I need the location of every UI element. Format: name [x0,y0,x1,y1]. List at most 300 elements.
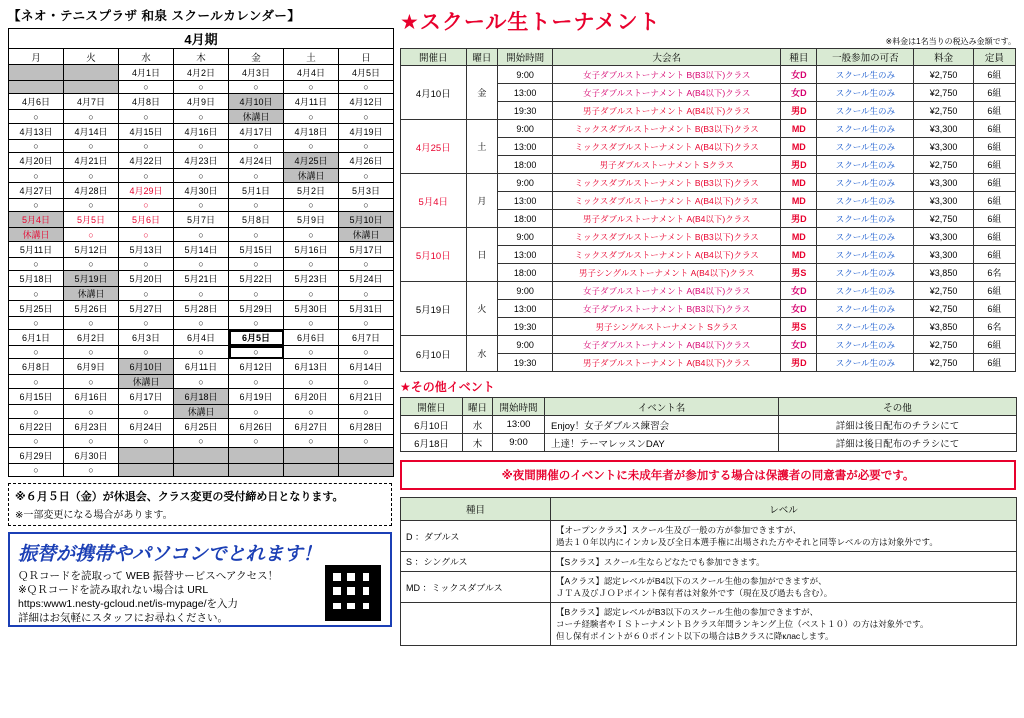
calendar-date-cell[interactable]: 6月7日 [339,330,394,346]
calendar-date-cell[interactable]: 5月18日 [9,271,64,287]
calendar-status-cell: ○ [339,199,394,212]
event-capacity: 6組 [973,354,1015,372]
calendar-date-cell[interactable]: 4月17日 [229,124,284,140]
calendar-date-cell[interactable]: 5月13日 [119,242,174,258]
calendar-date-cell[interactable]: 6月20日 [284,389,339,405]
event-capacity: 6組 [973,246,1015,264]
calendar-date-cell[interactable]: 5月26日 [64,301,119,317]
calendar-status-cell: ○ [339,317,394,330]
calendar-date-cell[interactable]: 4月26日 [339,153,394,169]
event-price: ¥3,850 [914,318,973,336]
event-open-to[interactable]: スクール生のみ [817,84,914,102]
table-row [401,603,1017,646]
calendar-date-cell[interactable]: 6月19日 [229,389,284,405]
calendar-date-cell[interactable]: 5月19日 [64,271,119,287]
calendar-status-cell: ○ [9,405,64,419]
calendar-date-cell[interactable]: 6月22日 [9,419,64,435]
event-time: 18:00 [498,156,553,174]
event-open-to[interactable]: スクール生のみ [817,138,914,156]
calendar-date-cell[interactable]: 4月2日 [174,65,229,81]
calendar-status-cell: ○ [284,435,339,448]
event-time: 18:00 [498,264,553,282]
calendar-date-cell[interactable]: 6月2日 [64,330,119,346]
event-open-to[interactable]: スクール生のみ [817,282,914,300]
level-desc: 【Bクラス】認定レベルがB3以下のスクール生他の参加できますが、 コーチ経験者やＩＳトーナメントＢクラス年間ランキング上位（ベスト１０）の方は対象外です。 但し保有ポイントが６０ポイント以下の場合はBクラスに降класします。 [551,603,1017,646]
calendar-status-cell: ○ [284,228,339,242]
table-row [401,552,1017,572]
calendar-date-cell[interactable]: 6月9日 [64,359,119,375]
calendar-date-cell[interactable]: 6月12日 [229,359,284,375]
calendar-date-cell[interactable]: 4月27日 [9,183,64,199]
calendar-status-cell: ○ [339,81,394,94]
calendar-date-cell[interactable]: 5月20日 [119,271,174,287]
calendar-date-cell[interactable]: 5月15日 [229,242,284,258]
event-capacity: 6組 [973,192,1015,210]
table-row[interactable] [401,120,1016,138]
event-time: 13:00 [498,84,553,102]
calendar-status-cell: ○ [119,317,174,330]
qr-box-title: 振替が携帯やパソコンでとれます！ [18,544,322,565]
event-date: 4月10日 [401,66,467,120]
tournament-col-7: 定員 [973,49,1015,66]
event-price: ¥2,750 [914,282,973,300]
calendar-date-cell[interactable]: 4月7日 [64,94,119,110]
tournament-col-6: 料金 [914,49,973,66]
tournament-col-0: 開催日 [401,49,467,66]
calendar-status-cell: ○ [64,375,119,389]
other-col-0: 開催日 [401,398,463,416]
calendar-status-cell: ○ [174,346,229,359]
calendar-date-cell[interactable]: 6月17日 [119,389,174,405]
calendar-status-cell: ○ [119,287,174,301]
calendar-status-cell: ○ [229,228,284,242]
calendar-status-cell: ○ [64,169,119,183]
event-price: ¥3,300 [914,228,973,246]
event-open-to[interactable]: スクール生のみ [817,336,914,354]
calendar-date-cell[interactable]: 4月9日 [174,94,229,110]
calendar-status-cell: ○ [9,199,64,212]
event-kind: 男S [781,318,817,336]
other-events-table [400,397,1017,452]
calendar-status-cell: ○ [174,375,229,389]
table-row[interactable] [401,66,1016,84]
calendar-status-cell: ○ [284,199,339,212]
event-open-to[interactable]: スクール生のみ [817,264,914,282]
calendar-date-cell[interactable]: 5月9日 [284,212,339,228]
calendar-status-cell: ○ [174,317,229,330]
event-kind: 女D [781,336,817,354]
event-name: 男子ダブルストーナメント Sクラス [553,156,781,174]
event-name: 女子ダブルストーナメント A(B4以下)クラス [553,336,781,354]
calendar-date-cell[interactable]: 4月30日 [174,183,229,199]
level-kind [401,603,551,646]
event-time: 13:00 [498,300,553,318]
other-date: 6月18日 [401,434,463,452]
calendar-date-cell[interactable]: 5月3日 [339,183,394,199]
calendar-status-cell: ○ [284,346,339,359]
calendar-date-cell[interactable]: 5月2日 [284,183,339,199]
table-row[interactable] [401,416,1017,434]
table-row[interactable] [401,434,1017,452]
calendar-date-cell[interactable]: 6月21日 [339,389,394,405]
calendar-date-cell[interactable]: 4月14日 [64,124,119,140]
calendar-status-cell: ○ [64,464,119,477]
calendar-status-cell: ○ [119,81,174,94]
calendar-status-cell [339,464,394,477]
calendar-date-cell[interactable]: 4月18日 [284,124,339,140]
calendar-status-cell: ○ [9,169,64,183]
calendar-date-cell[interactable]: 4月10日 [229,94,284,110]
event-open-to[interactable]: スクール生のみ [817,354,914,372]
calendar-date-cell[interactable]: 5月25日 [9,301,64,317]
calendar-date-cell[interactable] [9,65,64,81]
event-open-to[interactable]: スクール生のみ [817,120,914,138]
event-open-to[interactable]: スクール生のみ [817,156,914,174]
calendar-date-cell[interactable]: 6月16日 [64,389,119,405]
event-time: 13:00 [498,246,553,264]
event-time: 19:30 [498,354,553,372]
calendar-weekday-4: 金 [229,49,284,65]
calendar-status-cell: ○ [174,228,229,242]
calendar-date-cell[interactable]: 5月21日 [174,271,229,287]
tournament-col-2: 開始時間 [498,49,553,66]
other-col-4: その他 [779,398,1017,416]
event-time: 13:00 [498,192,553,210]
event-capacity: 6組 [973,300,1015,318]
calendar-date-cell[interactable]: 4月8日 [119,94,174,110]
calendar-date-cell[interactable]: 6月27日 [284,419,339,435]
minor-consent-warning: ※夜間開催のイベントに未成年者が参加する場合は保護者の同意書が必要です。 [400,460,1016,490]
calendar-date-cell[interactable]: 5月7日 [174,212,229,228]
calendar-date-cell[interactable]: 5月29日 [229,301,284,317]
calendar-date-cell[interactable]: 5月6日 [119,212,174,228]
calendar-status-cell: ○ [284,81,339,94]
calendar-date-cell[interactable] [119,448,174,464]
calendar-date-cell[interactable]: 5月8日 [229,212,284,228]
other-name: 上達！テーマレッスンDAY [545,434,779,452]
calendar-date-cell[interactable]: 5月12日 [64,242,119,258]
calendar-status-cell: ○ [229,405,284,419]
event-dow: 水 [466,336,498,372]
event-name: ミックスダブルストーナメント B(B3以下)クラス [553,228,781,246]
calendar-date-cell[interactable]: 5月27日 [119,301,174,317]
calendar-status-cell: ○ [119,405,174,419]
calendar-status-cell: 休講日 [119,375,174,389]
event-open-to[interactable]: スクール生のみ [817,174,914,192]
other-note: 詳細は後日配布のチラシにて [779,434,1017,452]
other-time: 13:00 [493,416,545,434]
event-kind: 男D [781,156,817,174]
calendar-status-cell: ○ [174,110,229,124]
calendar-date-cell[interactable]: 5月22日 [229,271,284,287]
calendar-date-cell[interactable] [64,65,119,81]
calendar-weekday-0: 月 [9,49,64,65]
calendar-date-cell[interactable]: 4月28日 [64,183,119,199]
event-capacity: 6組 [973,156,1015,174]
calendar-status-cell: ○ [284,405,339,419]
calendar-date-cell[interactable]: 5月16日 [284,242,339,258]
other-col-3: イベント名 [545,398,779,416]
event-name: ミックスダブルストーナメント B(B3以下)クラス [553,174,781,192]
event-price: ¥2,750 [914,102,973,120]
calendar-date-cell[interactable]: 6月28日 [339,419,394,435]
event-name: 女子ダブルストーナメント A(B4以下)クラス [553,84,781,102]
level-col-0: 種目 [401,498,551,521]
event-kind: 男D [781,102,817,120]
calendar-status-cell: ○ [339,346,394,359]
calendar-status-cell: ○ [9,140,64,153]
event-capacity: 6名 [973,318,1015,336]
calendar-status-cell: ○ [9,375,64,389]
calendar-date-cell[interactable]: 4月3日 [229,65,284,81]
calendar-status-cell [64,81,119,94]
event-name: ミックスダブルストーナメント A(B4以下)クラス [553,138,781,156]
calendar-date-cell[interactable]: 5月24日 [339,271,394,287]
level-kind: S ：シングルス [401,552,551,572]
event-kind: MD [781,120,817,138]
calendar-date-cell[interactable]: 5月14日 [174,242,229,258]
table-row[interactable] [401,282,1016,300]
event-price: ¥3,300 [914,138,973,156]
calendar-status-cell: ○ [284,317,339,330]
calendar-status-cell: ○ [339,110,394,124]
calendar-status-cell: ○ [64,258,119,271]
calendar-status-cell: ○ [64,199,119,212]
calendar-date-cell[interactable]: 4月11日 [284,94,339,110]
calendar-status-cell: ○ [119,140,174,153]
event-kind: 女D [781,300,817,318]
calendar-date-cell[interactable]: 4月20日 [9,153,64,169]
calendar-status-cell: ○ [64,435,119,448]
calendar-date-cell[interactable]: 6月3日 [119,330,174,346]
calendar-status-cell: ○ [229,169,284,183]
calendar-status-cell: ○ [229,287,284,301]
calendar-date-cell[interactable]: 5月17日 [339,242,394,258]
calendar-date-cell[interactable]: 5月10日 [339,212,394,228]
calendar-date-cell[interactable]: 5月5日 [64,212,119,228]
event-time: 9:00 [498,174,553,192]
calendar-status-cell: ○ [9,110,64,124]
calendar-date-cell[interactable]: 6月8日 [9,359,64,375]
table-row[interactable] [401,336,1016,354]
calendar-weekday-1: 火 [64,49,119,65]
tournament-col-5: 一般参加の可否 [817,49,914,66]
calendar-status-cell: ○ [339,435,394,448]
table-row [401,521,1017,552]
calendar-date-cell[interactable]: 5月23日 [284,271,339,287]
calendar-date-cell[interactable]: 6月4日 [174,330,229,346]
calendar-date-cell[interactable]: 5月28日 [174,301,229,317]
qr-line-3: https:www1.nesty-gcloud.net/is-mypage/を入力 [18,598,239,610]
calendar-status-cell: ○ [119,169,174,183]
calendar-date-cell[interactable]: 5月1日 [229,183,284,199]
level-desc: 【Sクラス】スクール生ならどなたでも参加できます。 [551,552,1017,572]
event-name: 男子シングルストーナメント Sクラス [553,318,781,336]
event-dow: 日 [466,228,498,282]
event-capacity: 6組 [973,336,1015,354]
calendar-status-cell: ○ [174,81,229,94]
level-kind: D ：ダブルス [401,521,551,552]
calendar-month-label: 4月期 [9,29,394,49]
event-time: 18:00 [498,210,553,228]
calendar-date-cell[interactable] [339,448,394,464]
calendar-status-cell: ○ [339,258,394,271]
calendar-date-cell[interactable]: 6月25日 [174,419,229,435]
event-price: ¥2,750 [914,300,973,318]
event-kind: MD [781,192,817,210]
calendar-date-cell[interactable]: 4月25日 [284,153,339,169]
event-open-to[interactable]: スクール生のみ [817,210,914,228]
event-price: ¥3,300 [914,174,973,192]
calendar-weekday-6: 日 [339,49,394,65]
qr-line-1: ＱＲコードを読取って WEB 振替サービスへアクセス！ [18,570,279,582]
calendar-date-cell[interactable]: 5月31日 [339,301,394,317]
calendar-status-cell [229,464,284,477]
calendar-date-cell[interactable]: 4月15日 [119,124,174,140]
calendar-status-cell: ○ [9,317,64,330]
event-open-to[interactable]: スクール生のみ [817,300,914,318]
event-open-to[interactable]: スクール生のみ [817,102,914,120]
event-date: 5月4日 [401,174,467,228]
calendar-date-cell[interactable]: 6月23日 [64,419,119,435]
calendar-date-cell[interactable]: 4月19日 [339,124,394,140]
page-title: 【ネオ・テニスプラザ 和泉 スクールカレンダー】 [8,9,301,23]
calendar-status-cell: ○ [284,140,339,153]
calendar-status-cell: ○ [119,435,174,448]
table-header-row [401,398,1017,416]
event-open-to[interactable]: スクール生のみ [817,66,914,84]
calendar-date-cell[interactable]: 4月23日 [174,153,229,169]
other-name: Enjoy！女子ダブルス練習会 [545,416,779,434]
calendar-status-cell: ○ [119,258,174,271]
calendar-date-cell[interactable]: 4月12日 [339,94,394,110]
event-name: 男子シングルストーナメント A(B4以下)クラス [553,264,781,282]
event-name: ミックスダブルストーナメント A(B4以下)クラス [553,246,781,264]
other-col-2: 開始時間 [493,398,545,416]
level-kind: MD ：ミックスダブルス [401,572,551,603]
calendar-date-cell[interactable]: 4月1日 [119,65,174,81]
calendar-date-cell[interactable]: 4月29日 [119,183,174,199]
calendar-date-cell[interactable] [284,448,339,464]
calendar-status-cell: ○ [64,140,119,153]
calendar-date-cell[interactable]: 6月30日 [64,448,119,464]
calendar-date-cell[interactable]: 6月29日 [9,448,64,464]
event-kind: 女D [781,66,817,84]
event-date: 4月25日 [401,120,467,174]
calendar-status-cell: 休講日 [64,287,119,301]
calendar-date-cell[interactable] [229,448,284,464]
calendar-status-cell: ○ [229,435,284,448]
qr-line-2: ※ＱＲコードを読み取れない場合は URL [18,584,209,596]
event-name: 男子ダブルストーナメント A(B4以下)クラス [553,354,781,372]
calendar-date-cell[interactable]: 4月24日 [229,153,284,169]
calendar-date-cell[interactable]: 5月4日 [9,212,64,228]
calendar-status-cell: ○ [174,258,229,271]
level-desc: 【オープンクラス】スクール生及び一般の方が参加できますが、 過去１０年以内にインカレ及び全日本選手権に出場された方やそれと同等レベルの方は対象外です。 [551,521,1017,552]
calendar-date-cell[interactable]: 6月18日 [174,389,229,405]
calendar-status-cell: ○ [174,169,229,183]
calendar-status-cell: ○ [229,317,284,330]
calendar-date-cell[interactable] [174,448,229,464]
calendar-date-cell[interactable]: 4月21日 [64,153,119,169]
calendar-date-cell[interactable]: 6月26日 [229,419,284,435]
calendar-date-cell[interactable]: 4月16日 [174,124,229,140]
event-open-to[interactable]: スクール生のみ [817,246,914,264]
event-price: ¥3,850 [914,264,973,282]
qr-transfer-box [8,532,392,627]
calendar-status-cell: 休講日 [339,228,394,242]
calendar-date-cell[interactable]: 6月6日 [284,330,339,346]
calendar-status-cell: ○ [64,228,119,242]
calendar-date-cell[interactable]: 5月11日 [9,242,64,258]
event-kind: 女D [781,84,817,102]
calendar-status-cell [284,464,339,477]
qr-line-4: 詳細はお気軽にスタッフにお尋ねください。 [18,612,228,624]
event-capacity: 6組 [973,210,1015,228]
event-price: ¥2,750 [914,210,973,228]
calendar-status-cell: ○ [64,110,119,124]
event-name: ミックスダブルストーナメント A(B4以下)クラス [553,192,781,210]
calendar-status-cell: ○ [339,140,394,153]
other-date: 6月10日 [401,416,463,434]
calendar-date-cell[interactable]: 6月24日 [119,419,174,435]
calendar-status-cell: ○ [174,140,229,153]
event-open-to[interactable]: スクール生のみ [817,228,914,246]
event-kind: 男S [781,264,817,282]
calendar-date-cell[interactable]: 4月22日 [119,153,174,169]
deadline-note-box [8,483,392,526]
event-capacity: 6組 [973,282,1015,300]
calendar-date-cell[interactable]: 4月4日 [284,65,339,81]
event-date: 5月19日 [401,282,467,336]
event-dow: 土 [466,120,498,174]
calendar-status-cell: ○ [339,169,394,183]
other-col-1: 曜日 [463,398,493,416]
calendar-status-cell: 休講日 [284,169,339,183]
event-open-to[interactable]: スクール生のみ [817,192,914,210]
calendar-date-cell[interactable]: 6月13日 [284,359,339,375]
calendar-date-cell[interactable]: 6月1日 [9,330,64,346]
event-time: 19:30 [498,318,553,336]
event-name: 男子ダブルストーナメント A(B4以下)クラス [553,102,781,120]
calendar-date-cell[interactable]: 4月6日 [9,94,64,110]
calendar-status-cell [9,81,64,94]
calendar-date-cell[interactable]: 4月5日 [339,65,394,81]
event-time: 9:00 [498,282,553,300]
event-capacity: 6組 [973,174,1015,192]
table-row[interactable] [401,174,1016,192]
calendar-date-cell[interactable]: 6月10日 [119,359,174,375]
calendar-status-cell: 休講日 [174,405,229,419]
calendar-date-cell[interactable]: 6月5日 [229,330,284,346]
calendar-date-cell[interactable]: 4月13日 [9,124,64,140]
calendar-date-cell[interactable]: 6月11日 [174,359,229,375]
event-name: 男子ダブルストーナメント A(B4以下)クラス [553,210,781,228]
table-row[interactable] [401,228,1016,246]
calendar-date-cell[interactable]: 6月14日 [339,359,394,375]
calendar-status-cell: ○ [229,140,284,153]
calendar-date-cell[interactable]: 5月30日 [284,301,339,317]
event-open-to[interactable]: スクール生のみ [817,318,914,336]
school-calendar-table [8,28,394,477]
event-kind: 男D [781,210,817,228]
event-price: ¥3,300 [914,120,973,138]
calendar-weekday-5: 土 [284,49,339,65]
calendar-status-cell: ○ [339,375,394,389]
calendar-date-cell[interactable]: 6月15日 [9,389,64,405]
calendar-status-cell: ○ [229,81,284,94]
event-capacity: 6組 [973,84,1015,102]
